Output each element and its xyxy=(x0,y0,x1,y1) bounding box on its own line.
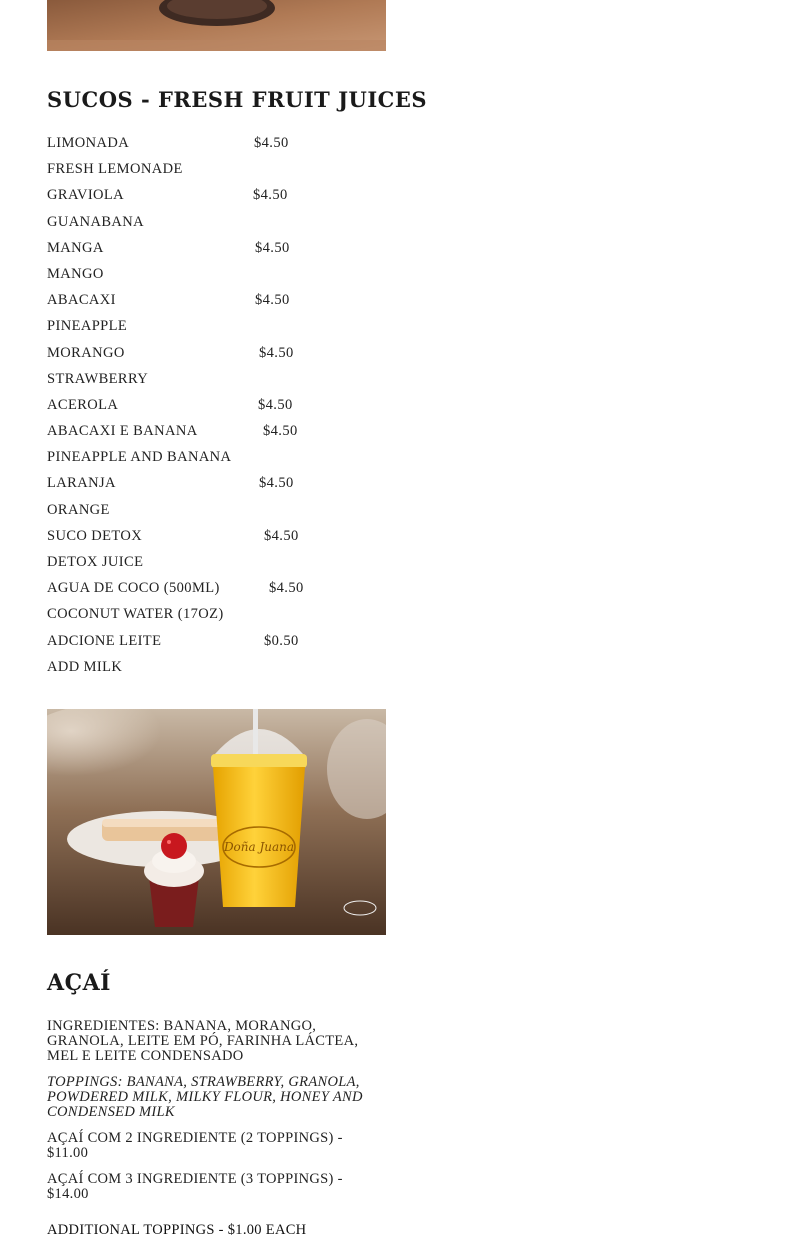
juices-section-title: SUCOS - FRESH FRUIT JUICES xyxy=(47,87,428,112)
juice-price: $0.50 xyxy=(264,632,299,649)
juice-item xyxy=(47,470,367,496)
juice-item xyxy=(47,418,367,444)
juice-price: $4.50 xyxy=(253,187,288,204)
acai-section-title: AÇAÍ xyxy=(47,970,111,996)
juice-price: $4.50 xyxy=(255,239,290,256)
juice-name: LIMONADA xyxy=(47,135,130,151)
acai-option-3-toppings: AÇAÍ COM 3 INGREDIENTE (3 TOPPINGS) - $14.00 xyxy=(47,1171,343,1202)
juice-name: ADCIONE LEITE xyxy=(47,632,162,649)
juice-price: $4.50 xyxy=(269,580,304,597)
juice-item-translation: PINEAPPLE AND BANANA xyxy=(47,449,232,466)
acai-additional-toppings: ADDITIONAL TOPPINGS - $1.00 EACH xyxy=(47,1222,307,1238)
juice-price: $4.50 xyxy=(255,292,290,309)
juice-item xyxy=(47,392,367,418)
juice-item-translation: ADD MILK xyxy=(47,658,123,675)
acai-ingredients-text: INGREDIENTES: BANANA, MORANGO, GRANOLA, LEITE EM PÓ, FARINHA LÁCTEA, MEL E LEITE CONDENSADO xyxy=(47,1018,359,1064)
juice-price: $4.50 xyxy=(258,396,293,413)
juice-item xyxy=(47,575,367,601)
juice-item-translation: FRESH LEMONADE xyxy=(47,161,183,178)
juice-name: MANGA xyxy=(47,239,104,256)
juice-name: AGUA DE COCO (500ML) xyxy=(47,580,220,597)
juice-item xyxy=(47,235,367,261)
juice-item-translation: COCONUT WATER (17OZ) xyxy=(47,606,224,623)
juice-item-translation: ORANGE xyxy=(47,501,110,518)
acai-option-2-toppings: AÇAÍ COM 2 INGREDIENTE (2 TOPPINGS) - $11.00 xyxy=(47,1130,343,1161)
juice-item-translation: GUANABANA xyxy=(47,213,145,230)
drink-photo-top xyxy=(47,0,386,51)
juice-name: MORANGO xyxy=(47,344,125,361)
juice-item-translation: MANGO xyxy=(47,265,104,282)
juice-item xyxy=(47,182,367,208)
juice-name: ACEROLA xyxy=(47,396,119,413)
juice-item xyxy=(47,287,367,313)
juice-menu-list xyxy=(47,130,367,680)
juice-item-translation: STRAWBERRY xyxy=(47,370,149,387)
juice-name: GRAVIOLA xyxy=(47,187,125,204)
juice-item-translation: PINEAPPLE xyxy=(47,318,128,335)
acai-toppings-text: TOPPINGS: BANANA, STRAWBERRY, GRANOLA, POWDERED MILK, MILKY FLOUR, HONEY AND CONDENSED MILK xyxy=(47,1074,363,1120)
juice-item xyxy=(47,340,367,366)
juice-item xyxy=(47,130,367,156)
juice-item-translation: DETOX JUICE xyxy=(47,554,144,570)
juice-price: $4.50 xyxy=(259,344,294,361)
cup-logo-text: Doña Juana xyxy=(223,840,295,854)
juice-name: ABACAXI E BANANA xyxy=(47,423,198,440)
juice-price: $4.50 xyxy=(259,475,294,492)
juice-price: $4.50 xyxy=(264,527,299,544)
juice-item xyxy=(47,628,367,654)
juice-name: ABACAXI xyxy=(47,292,116,309)
juice-price: $4.50 xyxy=(263,423,298,440)
orange-juice-photo xyxy=(47,709,386,935)
juice-name: SUCO DETOX xyxy=(47,527,143,544)
juice-price: $4.50 xyxy=(254,135,289,151)
juice-name: LARANJA xyxy=(47,475,116,492)
juice-item xyxy=(47,523,367,549)
